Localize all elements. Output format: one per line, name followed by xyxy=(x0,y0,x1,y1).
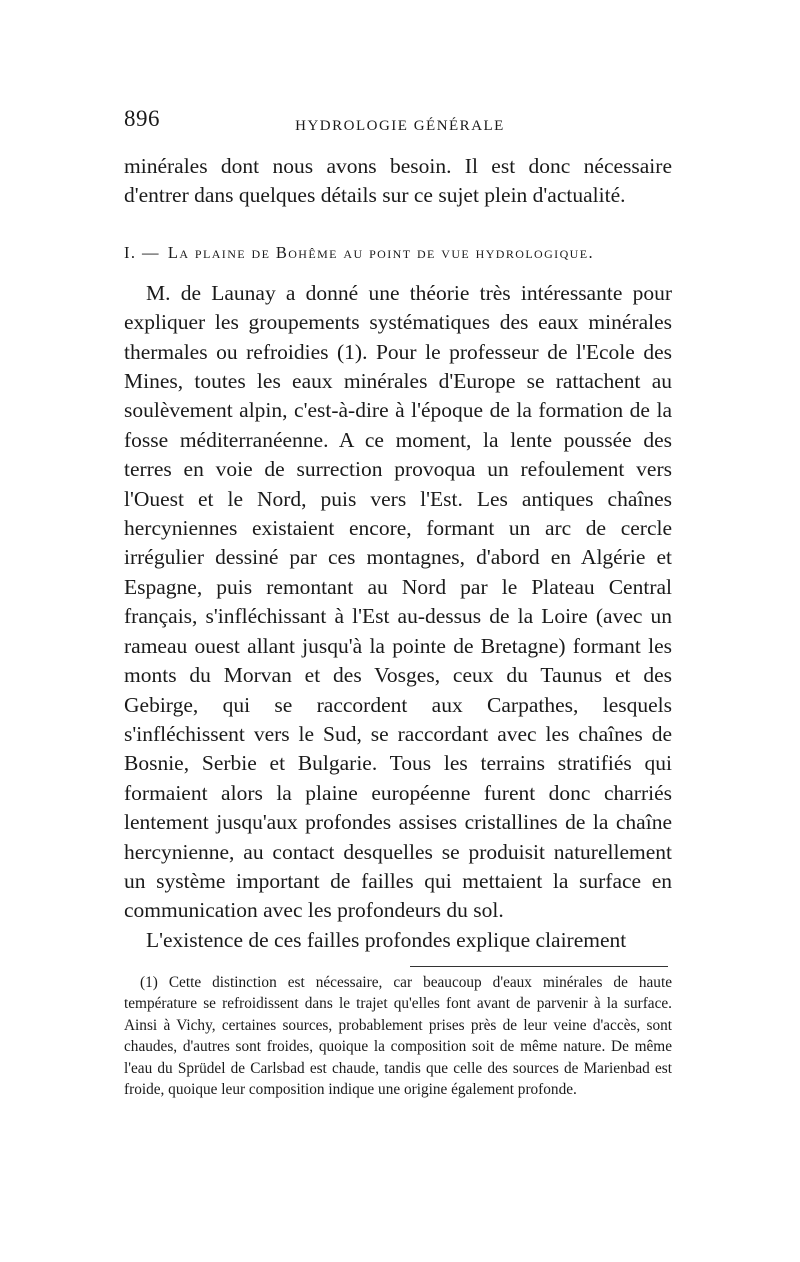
section-title: La plaine de Bohême au point de vue hydrologique. xyxy=(167,242,594,262)
section-heading xyxy=(124,241,672,265)
footnote-rule xyxy=(410,966,668,967)
main-text xyxy=(124,152,672,955)
footnotes xyxy=(124,972,672,1100)
body-paragraph: M. de Launay a donné une théorie très intéressante pour expliquer les groupements systématiques des eaux minérales thermales ou refroidies (1). Pour le professeur de l'Ecole des Mines, toutes les eaux minérales d'Europe se rattachent au soulèvement alpin, c'est-à-dire à l'époque de la formation de la fosse méditerranéenne. A ce moment, la lente poussée des terres en voie de surrection provoqua un refoulement vers l'Ouest et le Nord, puis vers l'Est. Les antiques chaînes hercyniennes existaient encore, formant un arc de cercle irrégulier dessiné par ces montagnes, d'abord en Algérie et Espagne, puis remontant au Nord par le Plateau Central français, s'infléchissant à l'Est au-dessus de la Loire (avec un rameau ouest allant jusqu'à la pointe de Bretagne) formant les monts du Morvan et des Vosges, ceux du Taunus et des Gebirge, qui se raccordent aux Carpathes, lesquels s'infléchissent vers le Sud, se raccordant avec les chaînes de Bosnie, Serbie et Bulgarie. Tous les terrains stratifiés qui formaient alors la plaine européenne furent donc charriés lentement jusqu'aux profondes assises cristallines de la chaîne hercynienne, au contact desquelles se produisit naturellement un système important de failles qui mettaient la surface en communication avec les profondeurs du sol. xyxy=(124,280,672,923)
section-number: I. — xyxy=(124,242,160,262)
running-head: HYDROLOGIE GÉNÉRALE xyxy=(295,118,505,134)
opening-paragraph: minérales dont nous avons besoin. Il est donc nécessaire d'entrer dans quelques détails sur ce sujet plein d'actualité. xyxy=(124,154,672,208)
body-paragraph-continued: L'existence de ces failles profondes explique clairement xyxy=(146,927,627,952)
footnote-1: (1) Cette distinction est nécessaire, car beaucoup d'eaux minérales de haute température se refroidissent dans le trajet qu'elles font avant de parvenir à la surface. Ainsi à Vichy, certaines sources, probablement prises près de leur veine d'accès, sont chaudes, d'autres sont froides, quoique la composition soit de même nature. De même l'eau du Sprüdel de Carlsbad est chaude, tandis que celle des sources de Marienbad est froide, quoique leur composition indique une origine également profonde. xyxy=(124,974,672,1099)
page-number: 896 xyxy=(124,106,160,131)
